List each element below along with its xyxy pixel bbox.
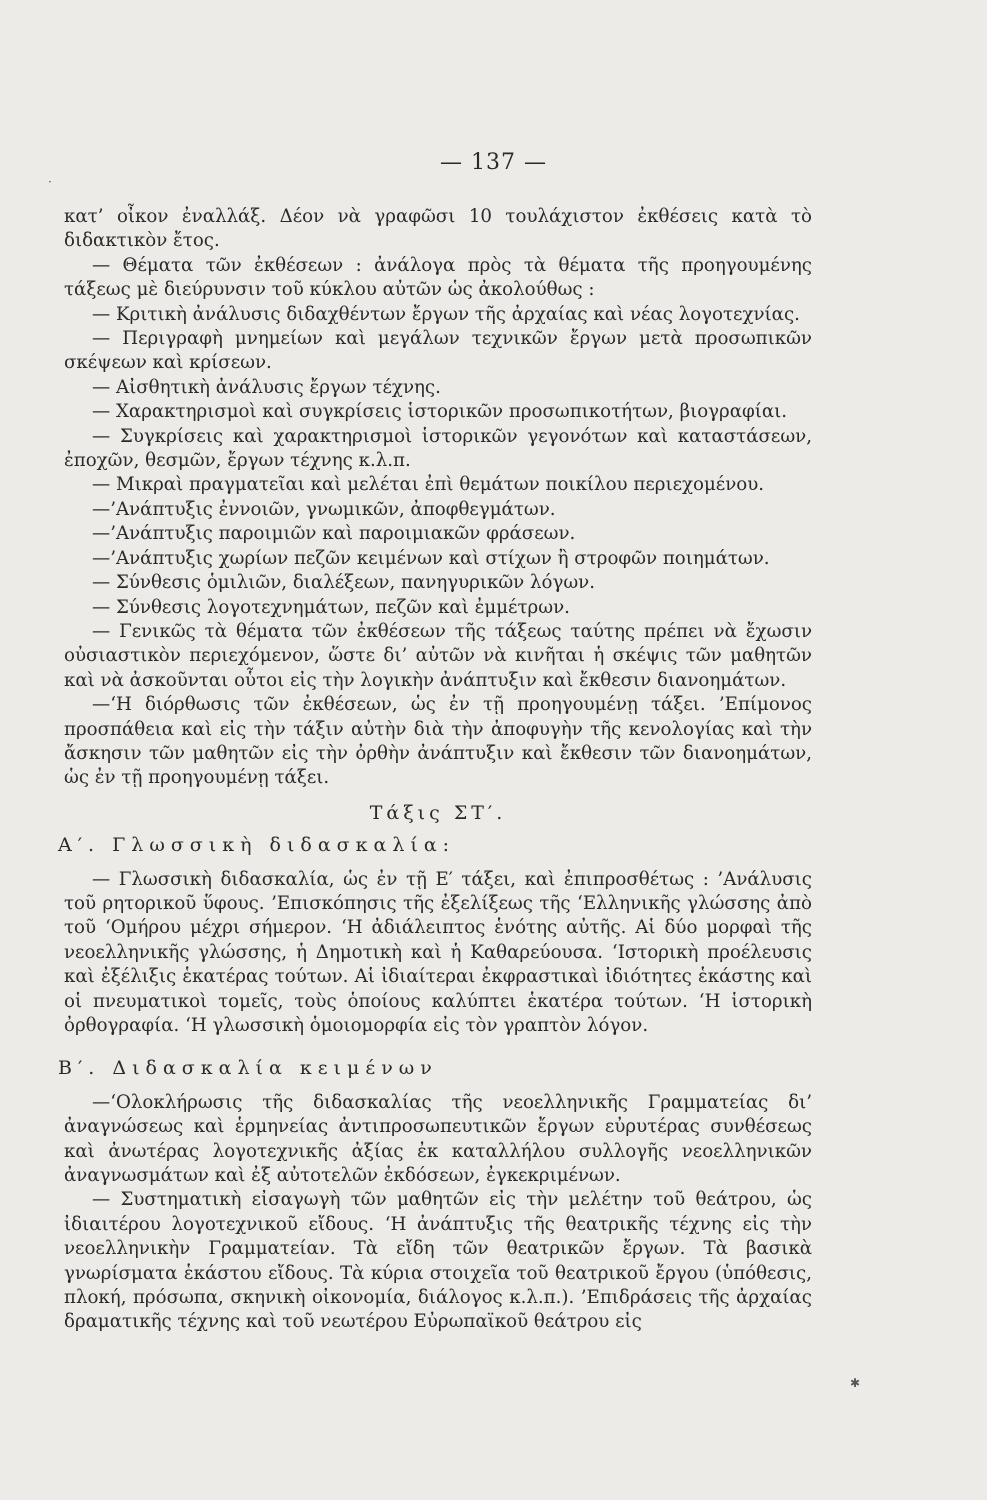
paragraph-1: κατ’ οἶκον ἐναλλάξ. Δέον νὰ γραφῶσι 10 τουλάχιστον ἐκθέσεις κατὰ τὸ διδακτικὸν ἔτος.	[64, 206, 812, 252]
subsection-a-heading: Α′. Γλωσσικὴ διδασκαλία:	[58, 834, 456, 857]
subsection-a-paragraph: — Γλωσσικὴ διδασκαλία, ὡς ἐν τῇ Ε′ τάξει, καὶ ἐπιπροσθέτως : ’Ανάλυσις τοῦ ρητορικοῦ ὕφους. ’Επισκόπησις τῆς ἐξελίξεως τῆς ‘Ελληνικῆς γλώσσης ἀπὸ τοῦ ‘Ομήρου μέχρι σήμερον. ‘Η ἀδιάλειπτος ἑνότης αὐτῆς. Αἱ δύο μορφαὶ τῆς νεοελληνικῆς γλώσσης, ἡ Δημοτικὴ καὶ ἡ Καθαρεύουσα. ‘Ιστορικὴ προέλευσις καὶ ἐξέλιξις ἑκατέρας τούτων. Αἱ ἰδιαίτεραι ἐκφραστικαὶ ἰδιότητες ἑκάστης καὶ οἱ πνευματικοὶ τομεῖς, τοὺς ὁποίους καλύπτει ἑκατέρα τούτων. ‘Η ἱστορικὴ ὀρθογραφία. ‘Η γλωσσικὴ ὁμοιομορφία εἰς τὸν γραπτὸν λόγον.	[64, 868, 812, 1036]
list-item: — Συγκρίσεις καὶ χαρακτηρισμοὶ ἱστορικῶν γεγονότων καὶ καταστάσεων, ἐποχῶν, θεσμῶν, ἔργων τέχνης κ.λ.π.	[64, 425, 812, 472]
list-item: — Σύνθεσις ὁμιλιῶν, διαλέξεων, πανηγυρικῶν λόγων.	[92, 572, 596, 594]
page-body	[58, 205, 812, 1335]
list-item: — Κριτικὴ ἀνάλυσις διδαχθέντων ἔργων τῆς ἀρχαίας καὶ νέας λογοτεχνίας.	[92, 303, 800, 325]
subsection-b-heading: Β′. Διδασκαλία κειμένων	[58, 1057, 438, 1080]
ink-speck: ·	[48, 175, 52, 189]
page-number: — 137 —	[440, 150, 547, 175]
section-title: Τάξις ΣΤ′.	[369, 801, 507, 824]
paragraph-correction: —‘Η διόρθωσις τῶν ἐκθέσεων, ὡς ἐν τῇ προηγουμένῃ τάξει. ’Επίμονος προσπάθεια καὶ εἰς τὴν τάξιν αὐτὴν διὰ τὴν ἀποφυγὴν τῆς κενολογίας καὶ τὴν ἄσκησιν τῶν μαθητῶν εἰς τὴν ὀρθὴν ἀνάπτυξιν καὶ ἔκθεσιν τῶν διανοημάτων, ὡς ἐν τῇ προηγουμένῃ τάξει.	[64, 694, 812, 789]
list-item: — Περιγραφὴ μνημείων καὶ μεγάλων τεχνικῶν ἔργων μετὰ προσωπικῶν σκέψεων καὶ κρίσεων.	[64, 328, 812, 374]
list-item: — Χαρακτηρισμοὶ καὶ συγκρίσεις ἱστορικῶν προσωπικοτήτων, βιογραφίαι.	[92, 401, 788, 423]
paragraph-general-themes: — Γενικῶς τὰ θέματα τῶν ἐκθέσεων τῆς τάξεως ταύτης πρέπει νὰ ἔχωσιν οὐσιαστικὸν περιεχόμενον, ὥστε δι’ αὐτῶν νὰ κινῆται ἡ σκέψις τῶν μαθητῶν καὶ νὰ ἀσκοῦνται οὗτοι εἰς τὴν λογικὴν ἀνάπτυξιν καὶ ἔκθεσιν διανοημάτων.	[64, 620, 812, 691]
list-item: — Μικραὶ πραγματεῖαι καὶ μελέται ἐπὶ θεμάτων ποικίλου περιεχομένου.	[92, 474, 765, 496]
subsection-b-paragraph-2: — Συστηματικὴ εἰσαγωγὴ τῶν μαθητῶν εἰς τὴν μελέτην τοῦ θεάτρου, ὡς ἰδιαιτέρου λογοτεχνικοῦ εἴδους. ‘Η ἀνάπτυξις τῆς θεατρικῆς τέχνης εἰς τὴν νεοελληνικὴν Γραμματείαν. Τὰ εἴδη τῶν θεατρικῶν ἔργων. Τὰ βασικὰ γνωρίσματα ἑκάστου εἴδους. Τὰ κύρια στοιχεῖα τοῦ θεατρικοῦ ἔργου (ὑπόθεσις, πλοκή, πρόσωπα, σκηνικὴ οἰκονομία, διάλογος κ.λ.π.). ’Επιδράσεις τῆς ἀρχαίας δραματικῆς τέχνης καὶ τοῦ νεωτέρου Εὐρωπαϊκοῦ θεάτρου εἰς	[64, 1189, 812, 1333]
subsection-b-paragraph-1: —‘Ολοκλήρωσις τῆς διδασκαλίας τῆς νεοελληνικῆς Γραμματείας δι’ ἀναγνώσεως καὶ ἑρμηνείας ἀντιπροσωπευτικῶν ἔργων εὐρυτέρας συνθέσεως καὶ ἀνωτέρας λογοτεχνικῆς ἀξίας ἐκ καταλλήλου συλλογῆς νεοελληνικῶν ἀναγνωσμάτων καὶ ἐξ αὐτοτελῶν ἐκδόσεων, ἐγκεκριμένων.	[64, 1091, 812, 1187]
list-item: —’Ανάπτυξις χωρίων πεζῶν κειμένων καὶ στίχων ἢ στροφῶν ποιημάτων.	[92, 547, 770, 569]
list-item: —’Ανάπτυξις παροιμιῶν καὶ παροιμιακῶν φράσεων.	[92, 523, 576, 545]
list-item: — Σύνθεσις λογοτεχνημάτων, πεζῶν καὶ ἐμμέτρων.	[92, 596, 570, 618]
list-item: —’Ανάπτυξις ἐννοιῶν, γνωμικῶν, ἀποφθεγμάτων.	[92, 498, 556, 520]
list-item: — Αἰσθητικὴ ἀνάλυσις ἔργων τέχνης.	[92, 376, 441, 398]
paragraph-2: — Θέματα τῶν ἐκθέσεων : ἀνάλογα πρὸς τὰ θέματα τῆς προηγουμένης τάξεως μὲ διεύρυνσιν τοῦ κύκλου αὐτῶν ὡς ἀκολούθως :	[64, 254, 812, 301]
ink-speck: ✱	[850, 1376, 861, 1390]
